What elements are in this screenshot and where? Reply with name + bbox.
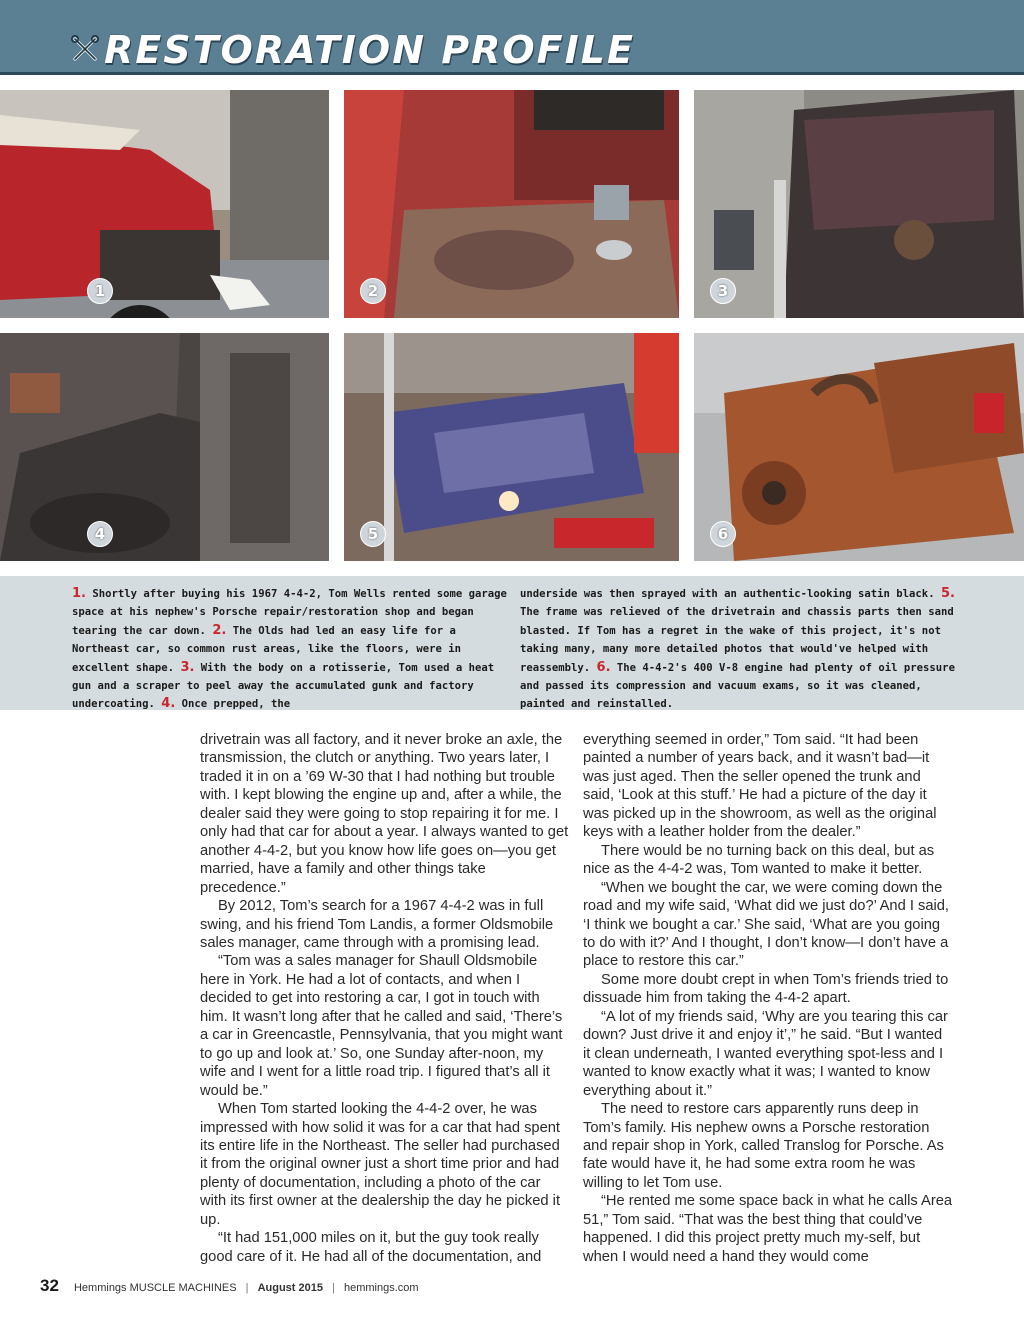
section-title: RESTORATION PROFILE <box>104 28 635 72</box>
article-paragraph: everything seemed in order,” Tom said. “It had been painted a number of years back, and it wasn’t bad—it was just aged. Then the seller opened the trunk and said, ‘Look at this stuff.’ He had a picture of the day it was picked up in the showroom, as well as the original keys with a leather holder from the dealer.” <box>583 732 937 841</box>
article-paragraph: “He rented me some space back in what he calls Area 51,” Tom said. “That was the best thing that could’ve happened. I did this project pretty much my-self, but when I would need a hand they would come <box>583 1193 953 1265</box>
photo-1 <box>0 90 329 318</box>
photo-5 <box>344 333 679 561</box>
caption-number: 6. <box>596 659 611 675</box>
website-url: hemmings.com <box>343 1282 419 1294</box>
caption-number: 3. <box>180 659 195 675</box>
caption-number: 5. <box>940 586 955 601</box>
page-number: 32 <box>40 1276 59 1295</box>
page-footer <box>40 1276 419 1298</box>
article-paragraph: “A lot of my friends said, ‘Why are you tearing this car down? Just drive it and enjoy it’,” he said. “But I wanted it clean underneath, I wanted everything spot-less and I wanted to know exactly what it was; I wanted to know everything about it.” <box>583 1008 948 1099</box>
caption-number: 4. <box>161 696 176 712</box>
caption-text: The Olds had led an easy life for a Northeast car, so common rust areas, like the floors, were in excellent shape. <box>72 624 462 674</box>
photo-6 <box>694 333 1024 561</box>
article-paragraph: When Tom started looking the 4-4-2 over, he was impressed with how solid it was for a car that had spent its entire life in the Northeast. The seller had purchased it from the original owner just a short time prior and had plenty of documentation, including a photo of the car with its first owner at the dealership the day he picked it up. <box>200 1101 561 1228</box>
article-column-right <box>583 731 953 1266</box>
caption-column-right <box>520 585 960 714</box>
photo-2 <box>344 90 679 318</box>
article-paragraph: “When we bought the car, we were coming down the road and my wife said, ‘What did we just do?’ And I said, ‘I think we bought a car.’ She said, ‘What are you going to do with it?’ And I thought, I don’t know—I don’t have a place to restore this car.” <box>583 879 950 970</box>
footer-separator: | <box>245 1282 249 1294</box>
article-paragraph: Some more doubt crept in when Tom’s friends tried to dissuade him from taking the 4-4-2 apart. <box>583 971 949 1007</box>
photo-2-number: 2 <box>360 278 386 304</box>
caption-text: underside was then sprayed with an authentic-looking satin black. <box>520 588 941 600</box>
publication-name: Hemmings MUSCLE MACHINES <box>73 1282 237 1294</box>
photo-1-number: 1 <box>87 278 113 304</box>
article-paragraph: The need to restore cars apparently runs deep in Tom’s family. His nephew owns a Porsche restoration and repair shop in York, called Translog for Porsche. As fate would have it, he had some extra room he was willing to let Tom use. <box>583 1101 944 1191</box>
footer-separator: | <box>332 1282 335 1294</box>
caption-text: The 4-4-2's 400 V-8 engine had plenty of oil pressure and passed its compression and vacuum exams, so it was cleaned, painted and reinstalled. <box>520 661 955 711</box>
crossed-tools-icon <box>70 34 100 64</box>
caption-text: The frame was relieved of the drivetrain and chassis parts then sand blasted. If Tom has a regret in the wake of this project, it's not taking many, many more detailed photos that would've helped with reassembly. <box>520 606 954 674</box>
article-paragraph: drivetrain was all factory, and it never broke an axle, the transmission, the clutch or anything. Two years later, I traded it in on a ’69 W-30 that I had nothing but trouble with. I kept blowing the engine up and, after a while, the dealer said they were going to stop repairing it for me. I only had that car for about a year. I always wanted to get another 4-4-2, but you know how life goes on—you get married, have a family and other things take precedence.” <box>200 732 569 896</box>
article-paragraph: By 2012, Tom’s search for a 1967 4-4-2 was in full swing, and his friend Tom Landis, a former Oldsmobile sales manager, came through with a promising lead. <box>200 898 554 951</box>
photo-3-number: 3 <box>710 278 736 304</box>
photo-3 <box>694 90 1024 318</box>
article-paragraph: “Tom was a sales manager for Shaull Oldsmobile here in York. He had a lot of contacts, and when I decided to get into restoring a car, I got in touch with him. It wasn’t long after that he called and said, ‘There’s a car in Greencastle, Pennsylvania, that you might want to go up and look at.’ So, one Sunday after-noon, my wife and I went for a little road trip. I figured that’s all it would be.” <box>200 953 563 1099</box>
caption-text: Shortly after buying his 1967 4-4-2, Tom Wells rented some garage space at his nephew's Porsche repair/restoration shop and began tearing the car down. <box>72 588 507 637</box>
article-paragraph: “It had 151,000 miles on it, but the guy took really good care of it. He had all of the documentation, and <box>200 1230 542 1265</box>
photo-5-number: 5 <box>360 521 386 547</box>
caption-text: Once prepped, the <box>175 698 291 711</box>
photo-4 <box>0 333 329 561</box>
photo-4-number: 4 <box>87 521 113 547</box>
caption-number: 2. <box>212 622 227 638</box>
article-paragraph: There would be no turning back on this deal, but as nice as the 4-4-2 was, Tom wanted to make it better. <box>583 842 935 878</box>
article-column-left <box>200 731 570 1266</box>
issue-date: August 2015 <box>257 1282 323 1294</box>
caption-column-left <box>72 585 512 714</box>
caption-number: 1. <box>72 586 86 601</box>
caption-text: With the body on a rotisserie, Tom used a heat gun and a scraper to peel away the accumulated gunk and factory undercoating. <box>72 661 495 711</box>
photo-6-number: 6 <box>710 521 736 547</box>
